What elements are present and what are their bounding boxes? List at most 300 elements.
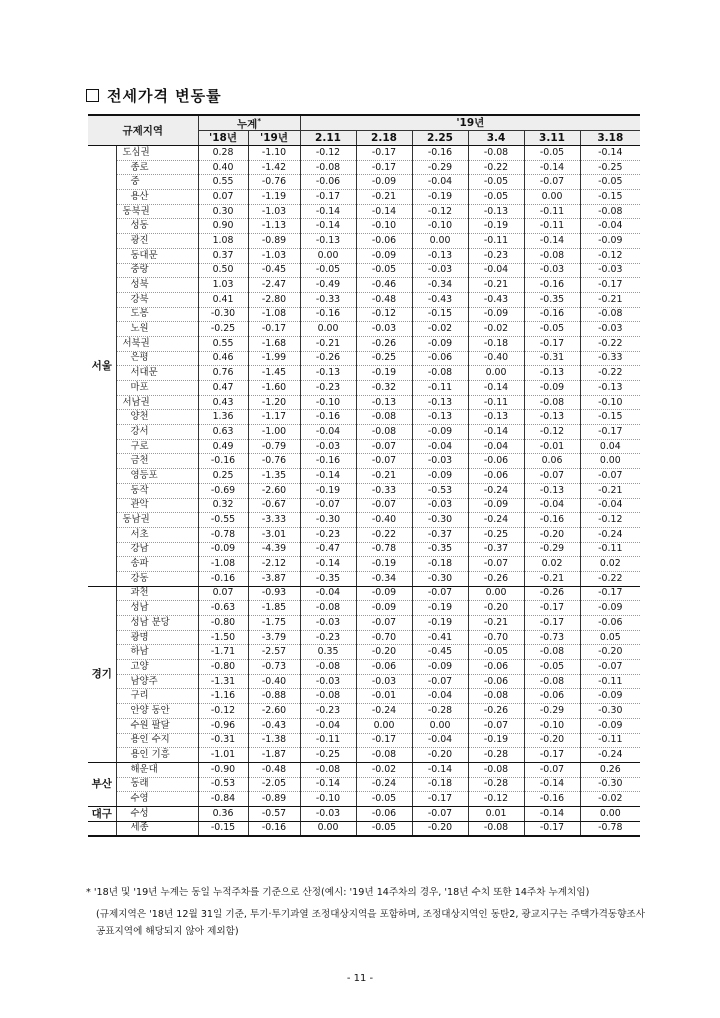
value-cell: -2.57 <box>248 645 300 660</box>
value-cell: -0.29 <box>524 704 580 719</box>
value-cell: -0.14 <box>524 160 580 175</box>
value-cell: -0.09 <box>580 689 640 704</box>
value-cell: -0.16 <box>524 278 580 293</box>
region-name: 성남 분당 <box>116 616 198 631</box>
value-cell: -0.26 <box>524 586 580 601</box>
region-name: 서대문 <box>116 366 198 381</box>
column-header: 3.11 <box>524 131 580 146</box>
value-cell: -1.08 <box>248 307 300 322</box>
region-name: 영등포 <box>116 469 198 484</box>
value-cell: -0.14 <box>412 762 468 777</box>
value-cell: -1.60 <box>248 381 300 396</box>
column-header: 2.25 <box>412 131 468 146</box>
value-cell: -0.06 <box>468 454 524 469</box>
value-cell: -0.08 <box>356 748 412 763</box>
column-header: 3.4 <box>468 131 524 146</box>
value-cell: -0.24 <box>468 483 524 498</box>
value-cell: -0.20 <box>524 527 580 542</box>
value-cell: -0.70 <box>356 630 412 645</box>
table-row <box>88 718 640 733</box>
value-cell: -4.39 <box>248 542 300 557</box>
value-cell: -0.21 <box>356 469 412 484</box>
table-row <box>88 483 640 498</box>
value-cell: -0.33 <box>580 351 640 366</box>
value-cell: -0.05 <box>300 263 356 278</box>
value-cell: 1.36 <box>198 410 248 425</box>
value-cell: -0.11 <box>524 219 580 234</box>
value-cell: -0.05 <box>468 645 524 660</box>
value-cell: -0.06 <box>468 660 524 675</box>
value-cell: -0.33 <box>300 292 356 307</box>
value-cell: -0.12 <box>580 513 640 528</box>
value-cell: -0.14 <box>300 777 356 792</box>
value-cell: -3.79 <box>248 630 300 645</box>
table-row <box>88 630 640 645</box>
region-name: 송파 <box>116 557 198 572</box>
value-cell: -0.11 <box>468 234 524 249</box>
value-cell: -0.04 <box>468 439 524 454</box>
value-cell: -0.08 <box>524 645 580 660</box>
table-row <box>88 645 640 660</box>
table-row <box>88 616 640 631</box>
value-cell: -0.19 <box>356 557 412 572</box>
value-cell: -1.35 <box>248 469 300 484</box>
value-cell: -0.12 <box>468 792 524 807</box>
value-cell: -0.16 <box>300 410 356 425</box>
value-cell: -1.99 <box>248 351 300 366</box>
value-cell: -0.04 <box>412 439 468 454</box>
value-cell: -0.08 <box>468 821 524 836</box>
region-name: 동작 <box>116 483 198 498</box>
cumulative-mark: * <box>257 117 261 126</box>
value-cell: -0.02 <box>412 322 468 337</box>
value-cell: -0.22 <box>468 160 524 175</box>
value-cell: -0.30 <box>580 777 640 792</box>
value-cell: -3.87 <box>248 571 300 586</box>
value-cell: -0.03 <box>300 806 356 821</box>
value-cell: -0.40 <box>356 513 412 528</box>
value-cell: -0.05 <box>524 146 580 161</box>
value-cell: -0.12 <box>580 248 640 263</box>
value-cell: -0.73 <box>524 630 580 645</box>
value-cell: 0.00 <box>468 366 524 381</box>
region-name: 중 <box>116 175 198 190</box>
table-row <box>88 674 640 689</box>
value-cell: -0.09 <box>580 718 640 733</box>
value-cell: -0.40 <box>248 674 300 689</box>
value-cell: -0.07 <box>580 469 640 484</box>
value-cell: -1.75 <box>248 616 300 631</box>
table-row <box>88 322 640 337</box>
value-cell: -0.10 <box>412 219 468 234</box>
value-cell: -0.05 <box>524 660 580 675</box>
value-cell: -0.09 <box>356 601 412 616</box>
value-cell: -0.23 <box>300 381 356 396</box>
value-cell: -0.96 <box>198 718 248 733</box>
region-name: 성동 <box>116 219 198 234</box>
value-cell: -0.08 <box>356 425 412 440</box>
value-cell: 0.00 <box>300 821 356 836</box>
value-cell: -0.46 <box>356 278 412 293</box>
region-name: 구로 <box>116 439 198 454</box>
column-header: '18년 <box>198 131 248 146</box>
value-cell: -0.15 <box>198 821 248 836</box>
value-cell: -0.17 <box>356 146 412 161</box>
value-cell: -0.07 <box>412 586 468 601</box>
value-cell: -0.10 <box>356 219 412 234</box>
value-cell: -0.23 <box>468 248 524 263</box>
value-cell: -1.01 <box>198 748 248 763</box>
region-header: 규제지역 <box>88 115 198 146</box>
value-cell: -0.16 <box>300 454 356 469</box>
region-name: 양천 <box>116 410 198 425</box>
value-cell: -0.05 <box>524 322 580 337</box>
value-cell: -0.03 <box>412 454 468 469</box>
value-cell: -0.19 <box>412 616 468 631</box>
table-row <box>88 498 640 513</box>
value-cell: -0.19 <box>468 733 524 748</box>
value-cell: -0.17 <box>524 616 580 631</box>
value-cell: -0.08 <box>524 395 580 410</box>
value-cell: -0.26 <box>300 351 356 366</box>
value-cell: -0.07 <box>524 762 580 777</box>
value-cell: -2.05 <box>248 777 300 792</box>
value-cell: -0.22 <box>580 336 640 351</box>
value-cell: -1.00 <box>248 425 300 440</box>
value-cell: -0.32 <box>356 381 412 396</box>
value-cell: -0.10 <box>580 395 640 410</box>
column-header: 3.18 <box>580 131 640 146</box>
value-cell: 0.37 <box>198 248 248 263</box>
table-row <box>88 219 640 234</box>
value-cell: -0.13 <box>468 410 524 425</box>
table-row <box>88 366 640 381</box>
footnote-1-text: '18년 및 '19년 누계는 동일 누적주차를 기준으로 산정(예시: '19년 14주차의 경우, '18년 수치 또한 14주차 누계치임) <box>93 887 590 898</box>
value-cell: -0.07 <box>412 674 468 689</box>
region-name: 마포 <box>116 381 198 396</box>
value-cell: -0.24 <box>356 704 412 719</box>
value-cell: -0.14 <box>468 425 524 440</box>
value-cell: -0.15 <box>412 307 468 322</box>
value-cell: -0.21 <box>524 571 580 586</box>
value-cell: -0.08 <box>524 674 580 689</box>
value-cell: -0.02 <box>468 322 524 337</box>
value-cell: -0.34 <box>356 571 412 586</box>
value-cell: -0.17 <box>580 278 640 293</box>
region-name: 하남 <box>116 645 198 660</box>
value-cell: -2.60 <box>248 483 300 498</box>
value-cell: -0.09 <box>412 425 468 440</box>
value-cell: -0.17 <box>524 336 580 351</box>
value-cell: 0.00 <box>412 718 468 733</box>
value-cell: -0.84 <box>198 792 248 807</box>
value-cell: -0.30 <box>412 571 468 586</box>
table-row <box>88 263 640 278</box>
table-row <box>88 571 640 586</box>
value-cell: -0.37 <box>412 527 468 542</box>
value-cell: -0.07 <box>356 454 412 469</box>
value-cell: -0.21 <box>580 292 640 307</box>
value-cell: -0.08 <box>356 410 412 425</box>
region-name: 도봉 <box>116 307 198 322</box>
group-label: 부산 <box>88 762 116 806</box>
value-cell: -0.21 <box>356 190 412 205</box>
value-cell: -0.01 <box>524 439 580 454</box>
group-label: 경기 <box>88 586 116 762</box>
value-cell: 0.00 <box>580 806 640 821</box>
region-name: 해운대 <box>116 762 198 777</box>
region-name: 수원 팔달 <box>116 718 198 733</box>
value-cell: 0.00 <box>468 586 524 601</box>
region-name: 동북권 <box>116 204 198 219</box>
value-cell: -0.78 <box>198 527 248 542</box>
value-cell: -0.04 <box>412 175 468 190</box>
value-cell: -0.13 <box>300 234 356 249</box>
value-cell: -2.12 <box>248 557 300 572</box>
value-cell: 0.35 <box>300 645 356 660</box>
value-cell: -0.13 <box>412 395 468 410</box>
value-cell: -0.10 <box>300 792 356 807</box>
value-cell: -0.45 <box>248 263 300 278</box>
value-cell: -0.09 <box>356 248 412 263</box>
table-row <box>88 146 640 161</box>
value-cell: -0.11 <box>300 733 356 748</box>
region-name: 관악 <box>116 498 198 513</box>
region-name: 강동 <box>116 571 198 586</box>
value-cell: -0.24 <box>580 748 640 763</box>
value-cell: -0.21 <box>580 483 640 498</box>
value-cell: -3.01 <box>248 527 300 542</box>
value-cell: -0.19 <box>468 219 524 234</box>
value-cell: 0.76 <box>198 366 248 381</box>
value-cell: -0.17 <box>248 322 300 337</box>
value-cell: -0.17 <box>356 160 412 175</box>
value-cell: -0.07 <box>356 498 412 513</box>
value-cell: -0.09 <box>412 336 468 351</box>
value-cell: -1.42 <box>248 160 300 175</box>
value-cell: -0.12 <box>412 204 468 219</box>
value-cell: -0.24 <box>580 527 640 542</box>
value-cell: -0.30 <box>300 513 356 528</box>
value-cell: 0.07 <box>198 586 248 601</box>
region-name: 강남 <box>116 542 198 557</box>
value-cell: -0.02 <box>356 762 412 777</box>
region-name: 고양 <box>116 660 198 675</box>
value-cell: -0.08 <box>300 601 356 616</box>
value-cell: 0.04 <box>580 439 640 454</box>
value-cell: 0.90 <box>198 219 248 234</box>
value-cell: -0.03 <box>300 439 356 454</box>
value-cell: -0.14 <box>300 557 356 572</box>
value-cell: 0.00 <box>300 322 356 337</box>
region-name: 남양주 <box>116 674 198 689</box>
value-cell: 0.43 <box>198 395 248 410</box>
value-cell: -0.17 <box>300 190 356 205</box>
value-cell: -0.07 <box>524 469 580 484</box>
value-cell: -0.06 <box>300 175 356 190</box>
value-cell: -0.02 <box>580 792 640 807</box>
table-row <box>88 704 640 719</box>
value-cell: -0.06 <box>468 674 524 689</box>
value-cell: 0.46 <box>198 351 248 366</box>
value-cell: -0.19 <box>300 483 356 498</box>
value-cell: 0.47 <box>198 381 248 396</box>
value-cell: -0.25 <box>580 160 640 175</box>
value-cell: -0.14 <box>300 204 356 219</box>
value-cell: -0.05 <box>580 175 640 190</box>
value-cell: -0.19 <box>412 190 468 205</box>
value-cell: -1.03 <box>248 204 300 219</box>
value-cell: -1.45 <box>248 366 300 381</box>
value-cell: -1.19 <box>248 190 300 205</box>
value-cell: -0.06 <box>356 806 412 821</box>
value-cell: -0.14 <box>580 146 640 161</box>
value-cell: 0.36 <box>198 806 248 821</box>
value-cell: 0.28 <box>198 146 248 161</box>
value-cell: -0.88 <box>248 689 300 704</box>
value-cell: 0.00 <box>524 190 580 205</box>
value-cell: -0.30 <box>198 307 248 322</box>
value-cell: -1.71 <box>198 645 248 660</box>
value-cell: 0.02 <box>524 557 580 572</box>
value-cell: -0.16 <box>524 792 580 807</box>
value-cell: -0.04 <box>412 733 468 748</box>
value-cell: -0.03 <box>580 322 640 337</box>
value-cell: -0.03 <box>356 322 412 337</box>
value-cell: -0.07 <box>300 498 356 513</box>
value-cell: -0.04 <box>300 718 356 733</box>
value-cell: -0.06 <box>412 351 468 366</box>
value-cell: -0.30 <box>580 704 640 719</box>
region-name: 서초 <box>116 527 198 542</box>
value-cell: -1.31 <box>198 674 248 689</box>
value-cell: -0.47 <box>300 542 356 557</box>
section-title-text: 전세가격 변동률 <box>107 87 222 105</box>
column-header: 2.18 <box>356 131 412 146</box>
value-cell: -0.04 <box>412 689 468 704</box>
value-cell: -0.18 <box>468 336 524 351</box>
value-cell: -0.11 <box>468 395 524 410</box>
value-cell: -0.05 <box>356 263 412 278</box>
region-name: 세종 <box>116 821 198 836</box>
group-label: 대구 <box>88 806 116 821</box>
region-name: 서남권 <box>116 395 198 410</box>
value-cell: -0.05 <box>468 190 524 205</box>
value-cell: -0.04 <box>300 586 356 601</box>
value-cell: -0.13 <box>524 483 580 498</box>
table-row <box>88 469 640 484</box>
value-cell: -0.76 <box>248 175 300 190</box>
footnote-mark: * <box>86 887 91 898</box>
value-cell: -1.38 <box>248 733 300 748</box>
value-cell: -0.13 <box>412 410 468 425</box>
region-name: 종로 <box>116 160 198 175</box>
value-cell: -0.08 <box>300 160 356 175</box>
value-cell: -0.29 <box>412 160 468 175</box>
table-row <box>88 821 640 836</box>
value-cell: -0.25 <box>198 322 248 337</box>
value-cell: -0.05 <box>356 821 412 836</box>
table-row <box>88 733 640 748</box>
value-cell: -0.09 <box>468 498 524 513</box>
cumulative-header <box>198 115 300 131</box>
value-cell: -0.06 <box>468 469 524 484</box>
value-cell: -0.17 <box>524 821 580 836</box>
value-cell: -0.17 <box>524 601 580 616</box>
value-cell: -2.60 <box>248 704 300 719</box>
table-row <box>88 806 640 821</box>
value-cell: -0.37 <box>468 542 524 557</box>
value-cell: -0.23 <box>300 704 356 719</box>
value-cell: -1.87 <box>248 748 300 763</box>
value-cell: -0.03 <box>412 498 468 513</box>
value-cell: -0.17 <box>356 733 412 748</box>
value-cell: -0.26 <box>468 704 524 719</box>
region-name: 용인 기흥 <box>116 748 198 763</box>
value-cell: -0.13 <box>412 248 468 263</box>
value-cell: -0.49 <box>300 278 356 293</box>
value-cell: -0.07 <box>580 660 640 675</box>
value-cell: 0.63 <box>198 425 248 440</box>
value-cell: -0.03 <box>524 263 580 278</box>
rent-price-table <box>88 114 640 837</box>
footnote-1 <box>86 884 589 898</box>
value-cell: 0.07 <box>198 190 248 205</box>
value-cell: -0.08 <box>468 762 524 777</box>
value-cell: -0.26 <box>468 571 524 586</box>
column-header: '19년 <box>248 131 300 146</box>
value-cell: -0.03 <box>300 616 356 631</box>
value-cell: -1.10 <box>248 146 300 161</box>
value-cell: -0.33 <box>356 483 412 498</box>
table-row <box>88 248 640 263</box>
value-cell: -0.21 <box>300 336 356 351</box>
value-cell: -0.17 <box>580 425 640 440</box>
table-row <box>88 454 640 469</box>
value-cell: -0.11 <box>580 542 640 557</box>
value-cell: -0.89 <box>248 792 300 807</box>
value-cell: -0.16 <box>198 571 248 586</box>
value-cell: -1.85 <box>248 601 300 616</box>
value-cell: -1.08 <box>198 557 248 572</box>
value-cell: -0.07 <box>468 557 524 572</box>
value-cell: -0.08 <box>580 204 640 219</box>
table-row <box>88 292 640 307</box>
value-cell: -0.45 <box>412 645 468 660</box>
table-row <box>88 513 640 528</box>
value-cell: 0.26 <box>580 762 640 777</box>
value-cell: -0.15 <box>580 190 640 205</box>
value-cell: -0.06 <box>524 689 580 704</box>
value-cell: -0.08 <box>524 248 580 263</box>
value-cell: -0.13 <box>468 204 524 219</box>
value-cell: -0.07 <box>356 616 412 631</box>
value-cell: 1.03 <box>198 278 248 293</box>
region-name: 동대문 <box>116 248 198 263</box>
region-name: 안양 동안 <box>116 704 198 719</box>
region-name: 광명 <box>116 630 198 645</box>
value-cell: -0.63 <box>198 601 248 616</box>
value-cell: 0.05 <box>580 630 640 645</box>
region-name: 서북권 <box>116 336 198 351</box>
value-cell: -2.80 <box>248 292 300 307</box>
value-cell: 0.02 <box>580 557 640 572</box>
value-cell: -0.70 <box>468 630 524 645</box>
value-cell: -0.22 <box>356 527 412 542</box>
value-cell: -0.04 <box>468 263 524 278</box>
region-name: 용산 <box>116 190 198 205</box>
value-cell: 1.08 <box>198 234 248 249</box>
